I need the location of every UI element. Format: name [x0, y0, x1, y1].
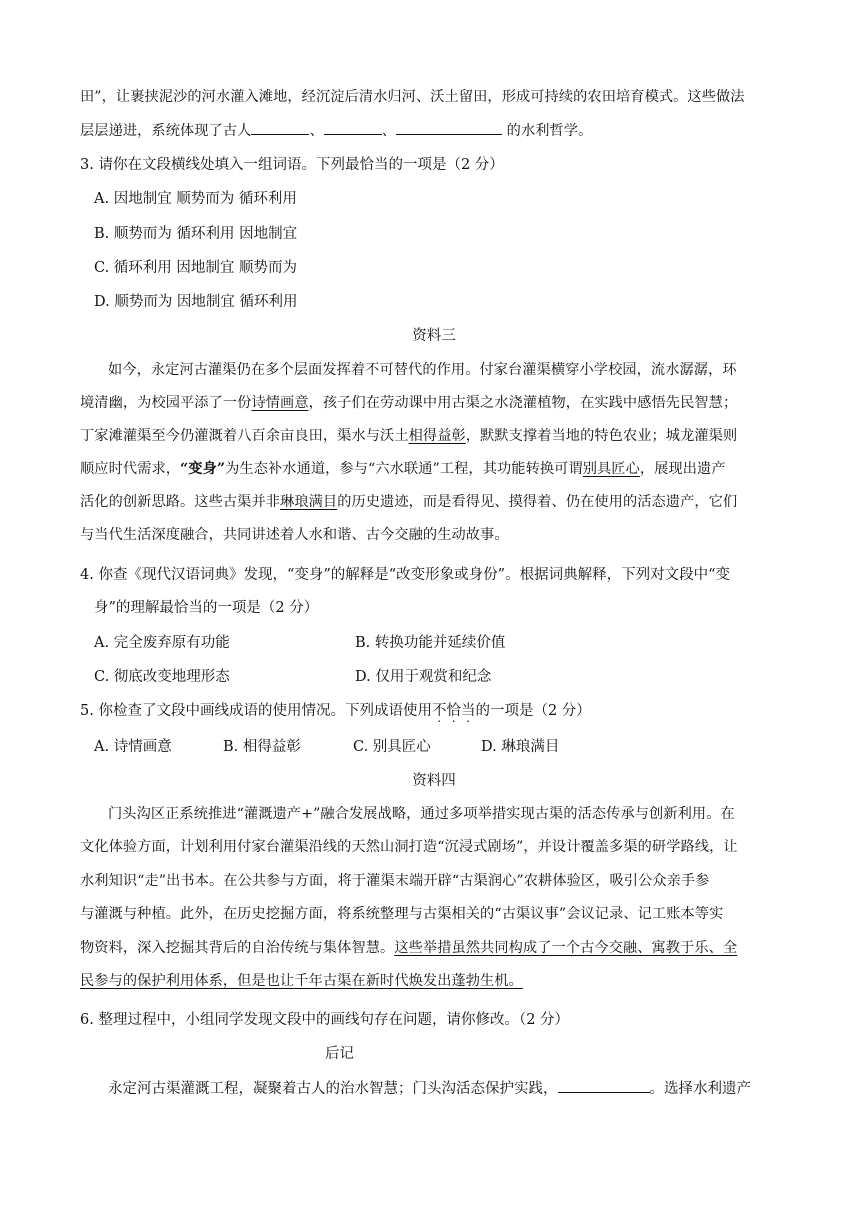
underlined-sentence: 民参与的保护利用体系，但是也让千年古渠在新时代焕发出蓬勃生机。: [80, 973, 523, 989]
question-3-option-a[interactable]: A. 因地制宜 顺势而为 循环利用: [94, 191, 297, 207]
question-5-option-a[interactable]: A. 诗情画意: [94, 739, 172, 755]
question-3-option-c[interactable]: C. 循环利用 因地制宜 顺势而为: [94, 260, 298, 276]
question-3-option-b[interactable]: B. 顺势而为 循环利用 因地制宜: [94, 226, 298, 242]
underlined-idiom: 相得益彰: [408, 428, 466, 444]
material-4-line: 门头沟区正系统推进“灌溉遗产+”融合发展战略，通过多项举措实现古渠的活态传承与创新利用。在: [108, 806, 735, 822]
answer-blank[interactable]: [324, 120, 382, 135]
question-4-stem: 身”的理解最恰当的一项是（2 分）: [94, 600, 319, 616]
passage-text: 层层递进，系统体现了古人: [80, 123, 252, 139]
underlined-idiom: 琳琅满目: [280, 494, 338, 510]
question-4-option-d[interactable]: D. 仅用于观赏和纪念: [355, 669, 492, 685]
postscript-line: 永定河古渠灌溉工程，凝聚着古人的治水智慧；门头沟活态保护实践， 。选择水利遗产: [108, 1078, 751, 1100]
emphasis-char: 恰: [446, 703, 461, 719]
emphasis-char: 不: [431, 703, 447, 719]
question-5-option-c[interactable]: C. 别具匠心: [353, 739, 431, 755]
emphasis-char: 当: [460, 703, 476, 719]
material-4-line: 水利知识“走”出书本。在公共参与方面，将于灌渠末端开辟“古渠润心”农耕体验区，吸引公众亲手参: [80, 873, 710, 889]
material-3-line: 与当代生活深度融合，共同讲述着人水和谐、古今交融的生动故事。: [80, 527, 509, 543]
question-4-stem: 4. 你查《现代汉语词典》发现，“变身”的解释是“改变形象或身份”。根据词典解释，下列对文段中“变: [80, 567, 731, 583]
question-3-option-d[interactable]: D. 顺势而为 因地制宜 循环利用: [94, 294, 298, 310]
underlined-idiom: 别具匠心: [582, 461, 640, 477]
passage-line-with-blanks: [80, 120, 592, 142]
material-3-line: 丁家滩灌渠至今仍灌溉着八百余亩良田，渠水与沃土相得益彰，默默支撑着当地的特色农业；城龙灌渠则: [80, 428, 738, 444]
question-4-option-c[interactable]: C. 彻底改变地理形态: [94, 669, 230, 685]
material-3-line: 如今，永定河古灌渠仍在多个层面发挥着不可替代的作用。付家台灌渠横穿小学校园，流水潺潺，环: [108, 362, 737, 378]
separator: 、: [381, 123, 397, 139]
question-5-option-d[interactable]: D. 琳琅满目: [481, 739, 560, 755]
material-4-line: 与灌溉与种植。此外，在历史挖掘方面，将系统整理与古渠相关的“古渠议事”会议记录、记工账本等实: [80, 906, 724, 922]
answer-blank[interactable]: [558, 1078, 650, 1093]
passage-line: 田”，让裹挟泥沙的河水灌入滩地，经沉淀后清水归河、沃土留田，形成可持续的农田培育模式。这些做法: [80, 89, 745, 105]
underlined-idiom: 诗情画意: [251, 395, 309, 411]
material-4-line: 文化体验方面，计划利用付家台灌渠沿线的天然山洞打造“沉浸式剧场”，并设计覆盖多渠的研学路线，让: [80, 839, 738, 855]
material-4-line: [80, 970, 523, 992]
question-3-stem: 3. 请你在文段横线处填入一组词语。下列最恰当的一项是（2 分）: [80, 157, 504, 173]
answer-blank[interactable]: [251, 120, 309, 135]
material-3-line: 活化的创新思路。这些古渠并非琳琅满目的历史遗迹，而是看得见、摸得着、仍在使用的活态遗产，它们: [80, 494, 738, 510]
question-4-option-a[interactable]: A. 完全废弃原有功能: [94, 635, 230, 651]
material-3-line: 顺应时代需求，“变身”为生态补水通道，参与“六水联通”工程，其功能转换可谓别具匠心，展现出遗产: [80, 461, 726, 477]
underlined-sentence: 这些举措虽然共同构成了一个古今交融、寓教于乐、全: [394, 940, 738, 956]
answer-blank[interactable]: [396, 120, 502, 135]
bold-term: “变身”: [180, 461, 226, 477]
question-5-option-b[interactable]: B. 相得益彰: [223, 739, 301, 755]
material-4-line: 物资料，深入挖掘其背后的自治传统与集体智慧。这些举措虽然共同构成了一个古今交融、寓教于乐、全: [80, 940, 738, 956]
separator: 、: [309, 123, 324, 139]
postscript-heading: 后记: [325, 1046, 354, 1062]
question-4-option-b[interactable]: B. 转换功能并延续价值: [355, 635, 506, 651]
question-6-stem: 6. 整理过程中，小组同学发现文段中的画线句存在问题，请你修改。（2 分）: [80, 1012, 570, 1028]
question-5-stem: 5. 你检查了文段中画线成语的使用情况。下列成语使用不恰当的一项是（2 分）: [80, 703, 591, 719]
material-3-heading: 资料三: [412, 328, 456, 344]
material-3-line: 境清幽，为校园平添了一份诗情画意，孩子们在劳动课中用古渠之水浇灌植物，在实践中感悟先民智慧；: [80, 395, 738, 411]
passage-text: 的水利哲学。: [502, 123, 593, 139]
material-4-heading: 资料四: [412, 773, 456, 789]
